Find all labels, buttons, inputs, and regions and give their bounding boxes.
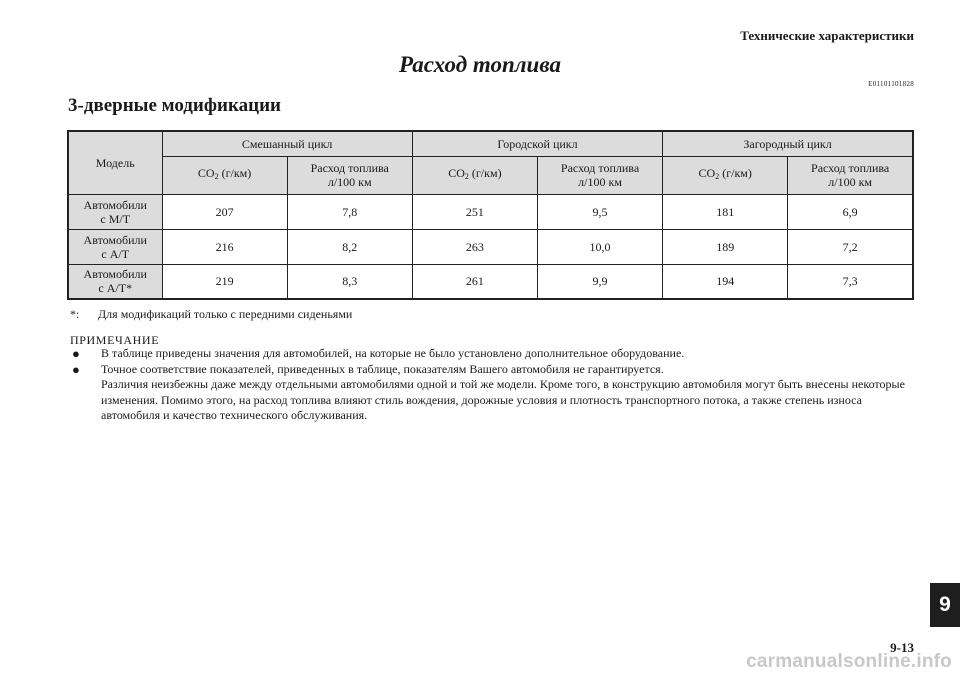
- co2-label: CO: [448, 166, 465, 180]
- table-cell: 8,3: [287, 264, 412, 299]
- table-cell: 7,3: [788, 264, 913, 299]
- table-cell: 251: [412, 194, 537, 229]
- footnote-mark: *:: [70, 307, 80, 321]
- table-cell: 189: [663, 229, 788, 264]
- chapter-tab: 9: [930, 583, 960, 627]
- table-subheader-row: [68, 156, 913, 194]
- table-cell: 9,9: [537, 264, 662, 299]
- fuel-header: [788, 156, 913, 194]
- note-item-continuation: [72, 377, 922, 424]
- table-cell: 7,8: [287, 194, 412, 229]
- fuel-unit: л/100 км: [828, 175, 873, 189]
- co2-subscript: 2: [464, 172, 469, 181]
- co2-subscript: 2: [214, 172, 219, 181]
- co2-header: [162, 156, 287, 194]
- note-text: Точное соответствие показателей, приведенных в таблице, показателям Вашего автомобиля не гарантируется.: [101, 361, 664, 376]
- page-title: Расход топлива: [399, 52, 561, 77]
- row-model: [68, 229, 162, 264]
- table-cell: 261: [412, 264, 537, 299]
- note-text: Различия неизбежны даже между отдельными автомобилями одной и той же модели. Кроме того, в конструкцию автомобиля могут быть внесены некоторые изменения. Помимо этого, на расход топлива влияют стиль вождения, дорожные условия и плотность транспортного потока, а также степень износа автомобиля и качество технического обслуживания.: [101, 377, 905, 422]
- fuel-label: Расход топлива: [310, 161, 389, 175]
- fuel-header: [287, 156, 412, 194]
- co2-unit: (г/км): [719, 166, 752, 180]
- model-line1: Автомобили: [83, 197, 147, 212]
- model-header: Модель: [68, 131, 162, 194]
- model-line1: Автомобили: [83, 267, 147, 282]
- model-line2: с A/T*: [98, 281, 133, 296]
- co2-label: CO: [698, 166, 716, 180]
- table-cell: 263: [412, 229, 537, 264]
- running-header: Технические характеристики: [740, 28, 914, 43]
- watermark: carmanualsonline.info: [746, 651, 952, 672]
- table-cell: 194: [663, 264, 788, 299]
- model-line2: с A/T: [101, 246, 130, 261]
- co2-subscript: 2: [715, 172, 720, 181]
- table-cell: 10,0: [537, 229, 662, 264]
- table-row: [68, 264, 913, 299]
- document-code: E01101101828: [868, 80, 914, 88]
- note-text: В таблице приведены значения для автомобилей, на которые не было установлено дополнительное оборудование.: [101, 346, 685, 360]
- table-cell: 7,2: [788, 229, 913, 264]
- bullet-icon: ●: [72, 346, 80, 361]
- section-title: 3-дверные модификации: [68, 95, 281, 116]
- row-model: [68, 264, 162, 299]
- table-cell: 8,2: [287, 229, 412, 264]
- group-header-extra-urban: Загородный цикл: [663, 131, 913, 156]
- bullet-icon: ●: [72, 361, 80, 377]
- co2-header: [663, 156, 788, 194]
- co2-label: CO: [197, 166, 215, 180]
- table-body: [68, 194, 913, 299]
- table-cell: 9,5: [537, 194, 662, 229]
- fuel-label: Расход топлива: [811, 161, 890, 175]
- note-heading: ПРИМЕЧАНИЕ: [70, 333, 160, 347]
- table-group-header-row: [68, 131, 913, 156]
- note-item: [72, 362, 922, 378]
- table-cell: 6,9: [788, 194, 913, 229]
- group-header-combined: Смешанный цикл: [162, 131, 412, 156]
- co2-header: [412, 156, 537, 194]
- note-item: [72, 346, 922, 362]
- table-row: [68, 229, 913, 264]
- fuel-header: [537, 156, 662, 194]
- co2-unit: (г/км): [218, 166, 252, 180]
- table-cell: 216: [162, 229, 287, 264]
- row-model: [68, 194, 162, 229]
- page-number: 9-13: [890, 640, 914, 655]
- table-cell: 207: [162, 194, 287, 229]
- model-line2: с M/T: [100, 211, 131, 226]
- table-cell: 181: [663, 194, 788, 229]
- fuel-unit: л/100 км: [327, 175, 372, 189]
- table-cell: 219: [162, 264, 287, 299]
- footnote: [70, 307, 352, 322]
- fuel-consumption-table: [67, 130, 914, 300]
- table-row: [68, 194, 913, 229]
- fuel-unit: л/100 км: [578, 175, 622, 189]
- footnote-text: Для модификаций только с передними сиденьями: [98, 307, 353, 321]
- note-list: [72, 346, 922, 424]
- co2-unit: (г/км): [468, 166, 502, 180]
- model-line1: Автомобили: [83, 232, 147, 247]
- fuel-label: Расход топлива: [560, 161, 640, 175]
- group-header-urban: Городской цикл: [412, 131, 662, 156]
